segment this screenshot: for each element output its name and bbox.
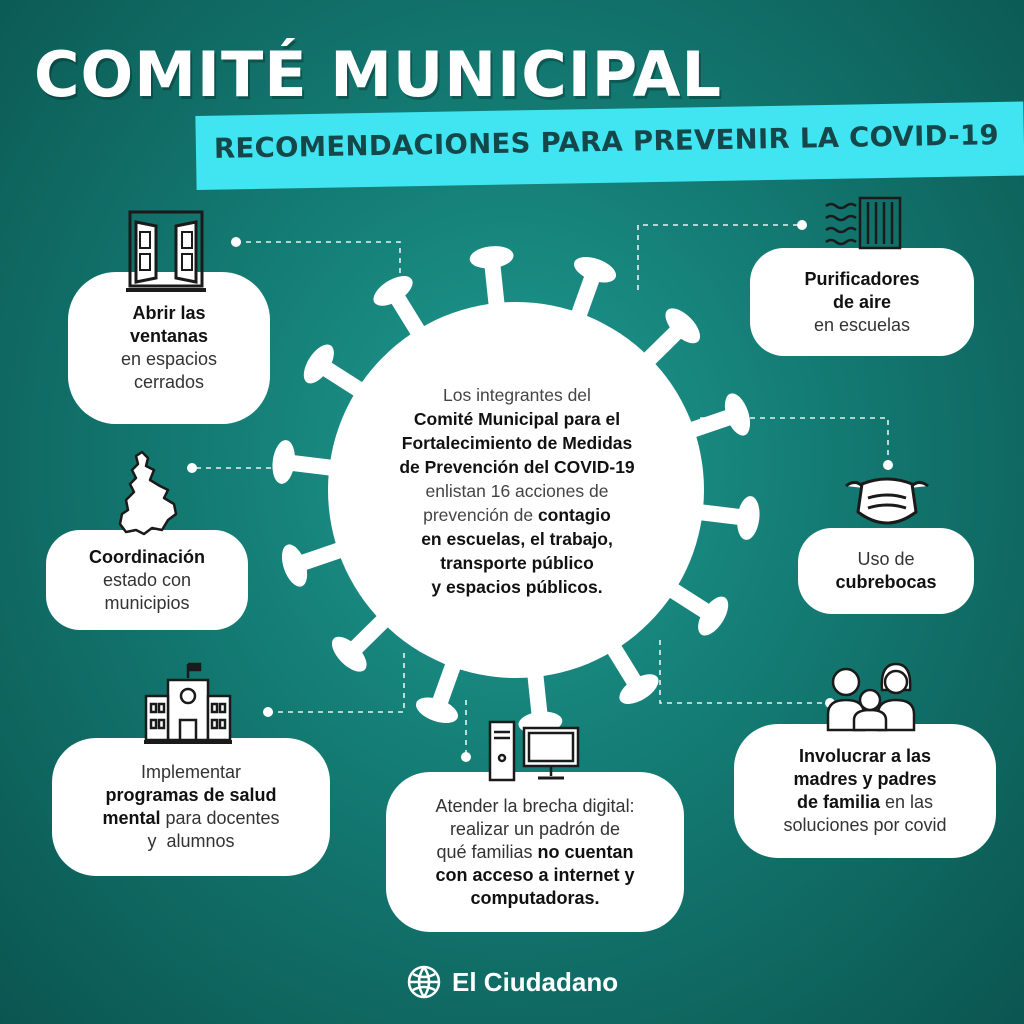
- center-line-1: Los integrantes del: [443, 385, 591, 405]
- card-coordinacion: [46, 530, 248, 630]
- card-cubrebocas-line-2: cubrebocas: [835, 572, 937, 592]
- card-brecha-digital: [386, 772, 684, 932]
- card-brecha-line-5: computadoras.: [470, 887, 600, 908]
- card-salud-line-3: mental para docentes: [102, 808, 280, 828]
- air-purifier-icon: [822, 194, 904, 252]
- card-cubrebocas: [798, 528, 974, 614]
- center-line-2: Comité Municipal para el: [413, 409, 621, 429]
- center-line-5: enlistan 16 acciones de: [425, 481, 609, 501]
- card-salud-line-4: y alumnos: [147, 831, 235, 851]
- card-brecha-line-4: con acceso a internet y: [435, 864, 635, 885]
- card-purificadores-line-1: Purificadores: [804, 268, 920, 289]
- card-cubrebocas-line-1: Uso de: [857, 549, 915, 569]
- card-salud-line-2: programas de salud: [105, 785, 277, 805]
- card-ventanas-line-2: ventanas: [129, 326, 209, 346]
- card-coordinacion-line-2: estado con: [102, 569, 192, 590]
- brain-globe-logo-icon: [404, 962, 444, 1002]
- card-familia-line-2: madres y padres: [793, 769, 937, 789]
- card-brecha-line-1: Atender la brecha digital:: [435, 795, 635, 816]
- card-purificadores-line-2: de aire: [832, 291, 892, 312]
- virus-spike-tip: [270, 439, 297, 485]
- card-familia-line-3: de familia en las: [796, 792, 934, 812]
- brand-name: El Ciudadano: [452, 966, 619, 997]
- subtitle-text: RECOMENDACIONES PARA PREVENIR LA COVID-19: [213, 119, 1000, 165]
- face-mask-icon: [840, 472, 934, 534]
- card-purificadores-aire: [750, 248, 974, 356]
- center-line-9: y espacios públicos.: [431, 577, 603, 597]
- window-icon: [126, 208, 206, 292]
- center-line-7: en escuelas, el trabajo,: [421, 529, 613, 549]
- card-brecha-line-2: realizar un padrón de: [449, 818, 621, 839]
- card-ventanas-line-1: Abrir las: [132, 303, 206, 323]
- card-salud-line-1: Implementar: [140, 762, 242, 782]
- card-ventanas-line-4: cerrados: [133, 372, 205, 392]
- school-building-icon: [142, 662, 234, 746]
- card-madres-padres: [734, 724, 996, 858]
- card-abrir-ventanas: [68, 272, 270, 424]
- card-ventanas-line-3: en espacios: [120, 349, 218, 369]
- center-line-4: de Prevención del COVID-19: [399, 457, 635, 477]
- center-line-8: transporte público: [440, 553, 594, 573]
- center-line-3: Fortalecimiento de Medidas: [401, 433, 633, 453]
- center-description: [352, 376, 682, 606]
- computer-icon: [486, 718, 582, 784]
- card-familia-line-4: soluciones por covid: [783, 815, 947, 835]
- card-brecha-line-3: qué familias no cuentan: [436, 841, 634, 862]
- brand-logo: [404, 962, 618, 1002]
- virus-spike-tip: [469, 244, 515, 270]
- state-map-icon: [108, 448, 184, 536]
- card-salud-mental: [52, 738, 330, 876]
- card-coordinacion-line-3: municipios: [104, 592, 190, 613]
- virus-spike-tip: [735, 495, 762, 541]
- card-familia-line-1: Involucrar a las: [798, 746, 932, 766]
- main-title: COMITÉ MUNICIPAL: [34, 38, 723, 111]
- family-icon: [824, 660, 918, 732]
- card-purificadores-line-3: en escuelas: [813, 314, 911, 335]
- card-coordinacion-line-1: Coordinación: [89, 546, 205, 567]
- center-line-6: prevención de contagio: [423, 505, 611, 525]
